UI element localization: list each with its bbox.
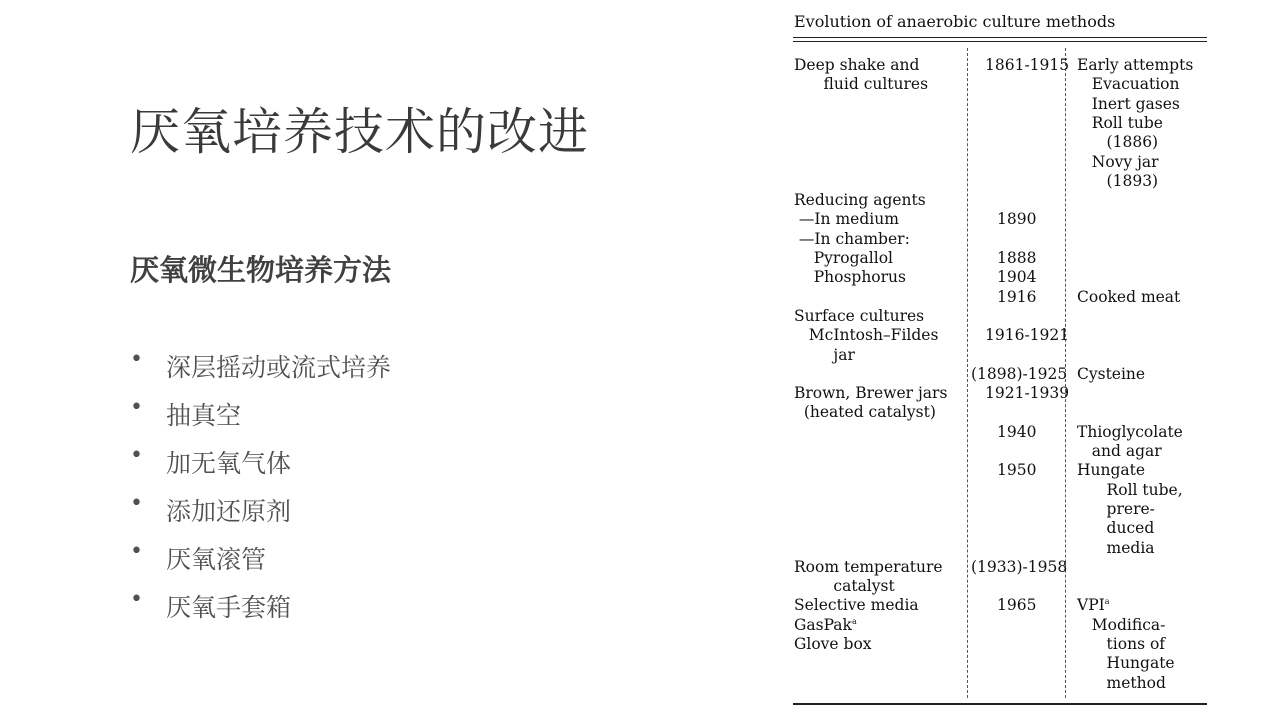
table-cell-note: Modifica- (1077, 615, 1166, 634)
table-cell-year: 1950 (997, 461, 1037, 480)
bullet-text: 厌氧手套箱 (166, 593, 292, 622)
table-cell-year: 1890 (997, 210, 1037, 229)
anaerobic-methods-table (793, 0, 1209, 720)
table-cell-method: Pyrogallol (794, 249, 894, 267)
table-cell-year: 1921-1939 (985, 384, 1070, 403)
bullet-text: 加无氧气体 (166, 449, 292, 478)
bullet-text: 深层摇动或流式培养 (166, 353, 392, 382)
table-cell-year: 1940 (997, 422, 1037, 441)
table-cell-method: Glove box (794, 635, 872, 653)
table-cell-year: (1898)-1925 (971, 364, 1068, 383)
table-cell-year: 1965 (997, 596, 1037, 615)
table-cell-note: Inert gases (1077, 94, 1180, 113)
table-cell-note: Cysteine (1077, 364, 1146, 383)
table-cell-note: (1886) (1077, 133, 1159, 152)
table-cell-method: —In chamber: (794, 229, 910, 248)
table-cell-year: 1888 (997, 249, 1037, 267)
table-bottom-rule (793, 703, 1207, 705)
table-cell-note: Hungate (1077, 461, 1146, 480)
table-cell-year: 1861-1915 (985, 56, 1070, 74)
table-cell-method: Surface cultures (794, 306, 925, 325)
table-cell-method: —In medium (794, 210, 899, 229)
table-cell-method: Selective media (794, 596, 919, 615)
table-cell-year: 1904 (997, 268, 1037, 287)
table-cell-note: Evacuation (1077, 75, 1180, 94)
table-cell-note: duced (1077, 519, 1155, 538)
table-cell-method: Phosphorus (794, 268, 906, 287)
table-cell-method: catalyst (794, 577, 895, 596)
bullet-dot-icon: • (130, 347, 143, 372)
bullet-text: 添加还原剂 (166, 497, 292, 526)
table-cell-year: 1916-1921 (985, 326, 1070, 345)
bullet-dot-icon: • (130, 443, 143, 468)
table-cell-method: (heated catalyst) (794, 403, 936, 422)
table-caption: Evolution of anaerobic culture methods (794, 12, 1116, 31)
table-top-rule (793, 37, 1207, 38)
table-cell-note: (1893) (1077, 171, 1159, 190)
table-cell-year: (1933)-1958 (971, 557, 1068, 576)
table-cell-method: Brown, Brewer jars (794, 384, 948, 403)
table-cell-note: Early attempts (1077, 56, 1194, 74)
table-cell-note: Roll tube (1077, 113, 1163, 132)
table-cell-method: fluid cultures (794, 75, 929, 94)
bullet-dot-icon: • (130, 587, 143, 612)
slide-title: 厌氧培养技术的改进 (130, 103, 589, 161)
table-cell-note: media (1077, 538, 1155, 557)
column-divider-1 (967, 48, 968, 698)
bullet-text: 厌氧滚管 (166, 545, 267, 574)
table-cell-note: method (1077, 673, 1166, 692)
slide-subtitle: 厌氧微生物培养方法 (130, 253, 392, 287)
table-cell-method: jar (794, 345, 855, 364)
table-top-rule-2 (793, 41, 1207, 42)
table-cell-method: Room temperature (794, 557, 943, 576)
table-cell-note: VPI$^a$ (1077, 596, 1110, 615)
table-cell-note: Cooked meat (1077, 287, 1181, 306)
footnote-mark: a (851, 616, 857, 626)
table-cell-note: tions of (1077, 635, 1166, 653)
table-cell-note: Novy jar (1077, 152, 1159, 171)
table-cell-method: McIntosh–Fildes (794, 326, 939, 345)
table-cell-note: prere- (1077, 499, 1155, 518)
table-cell-year: 1916 (997, 287, 1037, 306)
table-cell-method: GasPak$^a$ (794, 615, 857, 634)
bullet-dot-icon: • (130, 491, 143, 516)
table-cell-method: Reducing agents (794, 191, 926, 210)
table-cell-method: Deep shake and (794, 56, 920, 74)
table-cell-note: Hungate (1077, 654, 1175, 673)
footnote-mark: a (1104, 597, 1110, 607)
bullet-text: 抽真空 (166, 401, 242, 430)
table-cell-note: and agar (1077, 442, 1162, 460)
bullet-dot-icon: • (130, 395, 143, 420)
table-cell-note: Thioglycolate (1077, 422, 1183, 441)
bullet-dot-icon: • (130, 539, 143, 564)
table-cell-note: Roll tube, (1077, 480, 1183, 499)
